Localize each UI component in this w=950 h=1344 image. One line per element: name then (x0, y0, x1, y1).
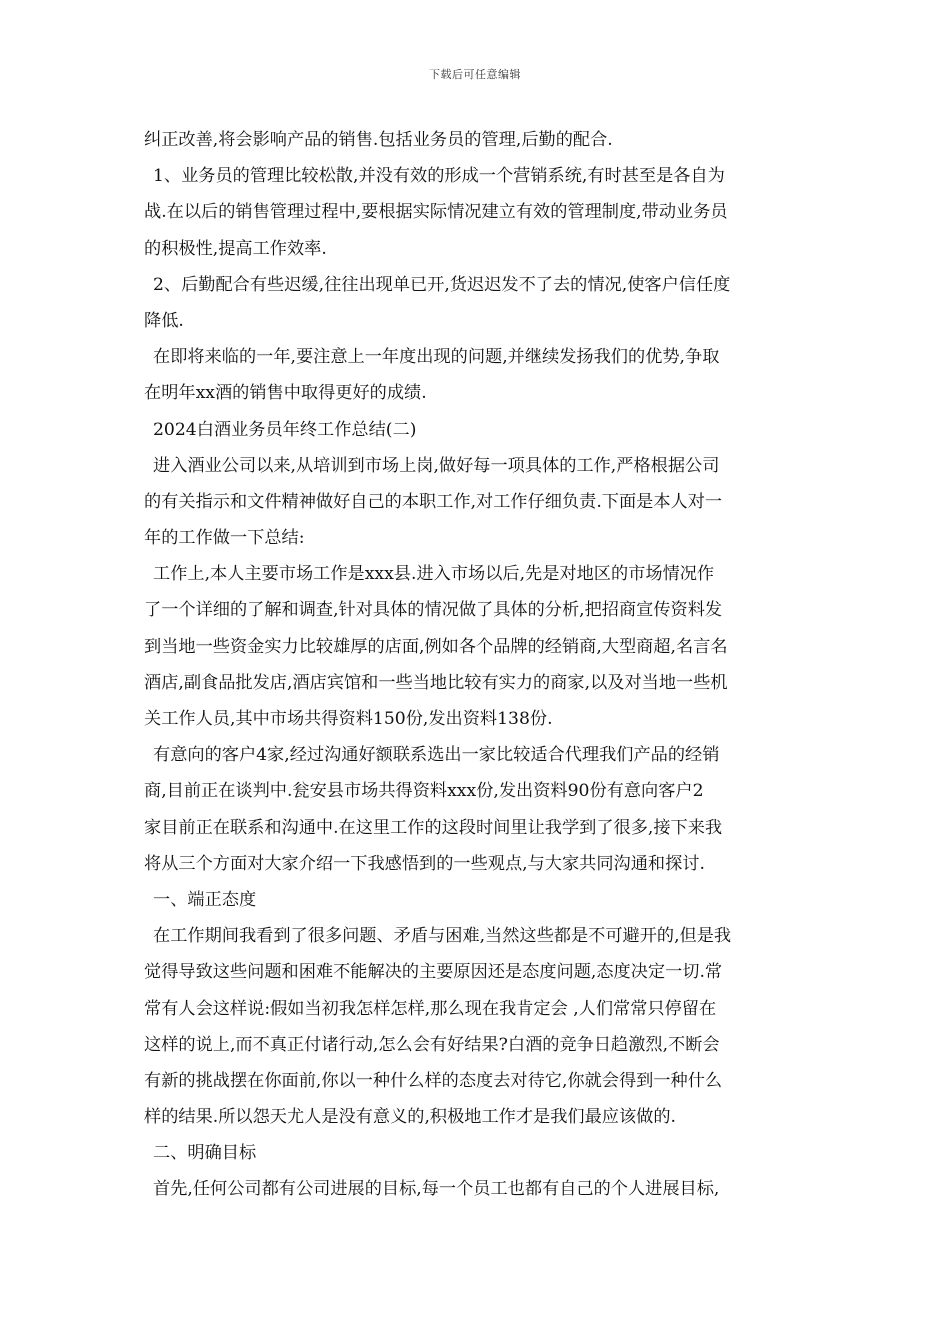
text-line: 进入酒业公司以来,从培训到市场上岗,做好每一项具体的工作,严格根据公司 (153, 455, 720, 476)
text-line: 工作上,本人主要市场工作是xxx县.进入市场以后,先是对地区的市场情况作 (153, 564, 715, 585)
text-line: 首先,任何公司都有公司进展的目标,每一个员工也都有自己的个人进展目标, (153, 1179, 720, 1200)
text-line: 1、业务员的管理比较松散,并没有效的形成一个营销系统,有时甚至是各自为 (153, 166, 725, 187)
text-line: 年的工作做一下总结: (144, 528, 305, 549)
text-line: 的有关指示和文件精神做好自己的本职工作,对工作仔细负责.下面是本人对一 (144, 491, 723, 512)
text-line: 这样的说上,而不真正付诸行动,怎么会有好结果?白酒的竞争日趋激烈,不断会 (144, 1034, 720, 1055)
text-line: 有新的挑战摆在你面前,你以一种什么样的态度去对待它,你就会得到一种什么 (144, 1070, 723, 1091)
text-line: 在工作期间我看到了很多问题、矛盾与困难,当然这些都是不可避开的,但是我 (153, 926, 732, 947)
section-heading: 2024白酒业务员年终工作总结(二) (153, 419, 417, 440)
text-line: 在即将来临的一年,要注意上一年度出现的问题,并继续发扬我们的优势,争取 (153, 347, 720, 368)
text-line: 关工作人员,其中市场共得资料150份,发出资料138份. (144, 709, 553, 729)
text-line: 战.在以后的销售管理过程中,要根据实际情况建立有效的管理制度,带动业务员 (144, 202, 728, 223)
text-line: 常有人会这样说:假如当初我怎样怎样,那么现在我肯定会 ,人们常常只停留在 (144, 998, 717, 1019)
text-line: 家目前正在联系和沟通中.在这里工作的这段时间里让我学到了很多,接下来我 (144, 817, 723, 838)
text-line: 酒店,副食品批发店,酒店宾馆和一些当地比较有实力的商家,以及对当地一些机 (144, 672, 728, 693)
section-heading: 二、明确目标 (153, 1143, 257, 1164)
section-heading: 一、端正态度 (153, 889, 257, 910)
text-line: 了一个详细的了解和调查,针对具体的情况做了具体的分析,把招商宣传资料发 (144, 600, 723, 621)
text-line: 到当地一些资金实力比较雄厚的店面,例如各个品牌的经销商,大型商超,名言名 (144, 636, 728, 657)
text-line: 觉得导致这些问题和困难不能解决的主要原因还是态度问题,态度决定一切.常 (144, 962, 723, 983)
text-line: 纠正改善,将会影响产品的销售.包括业务员的管理,后勤的配合. (144, 130, 613, 150)
document-body (144, 122, 808, 1208)
text-line: 在明年xx酒的销售中取得更好的成绩. (144, 383, 427, 404)
text-line: 将从三个方面对大家介绍一下我感悟到的一些观点,与大家共同沟通和探讨. (144, 853, 705, 874)
text-line: 有意向的客户4家,经过沟通好额联系选出一家比较适合代理我们产品的经销 (153, 745, 720, 766)
page-header: 下载后可任意编辑 (429, 68, 521, 81)
text-line: 2、后勤配合有些迟缓,往往出现单已开,货迟迟发不了去的情况,使客户信任度 (153, 274, 731, 295)
text-line: 降低. (144, 310, 184, 331)
text-line: 商,目前正在谈判中.瓮安县市场共得资料xxx份,发出资料90份有意向客户2 (144, 781, 704, 802)
text-line: 的积极性,提高工作效率. (144, 238, 327, 259)
text-line: 样的结果.所以怨天尤人是没有意义的,积极地工作才是我们最应该做的. (144, 1107, 677, 1128)
